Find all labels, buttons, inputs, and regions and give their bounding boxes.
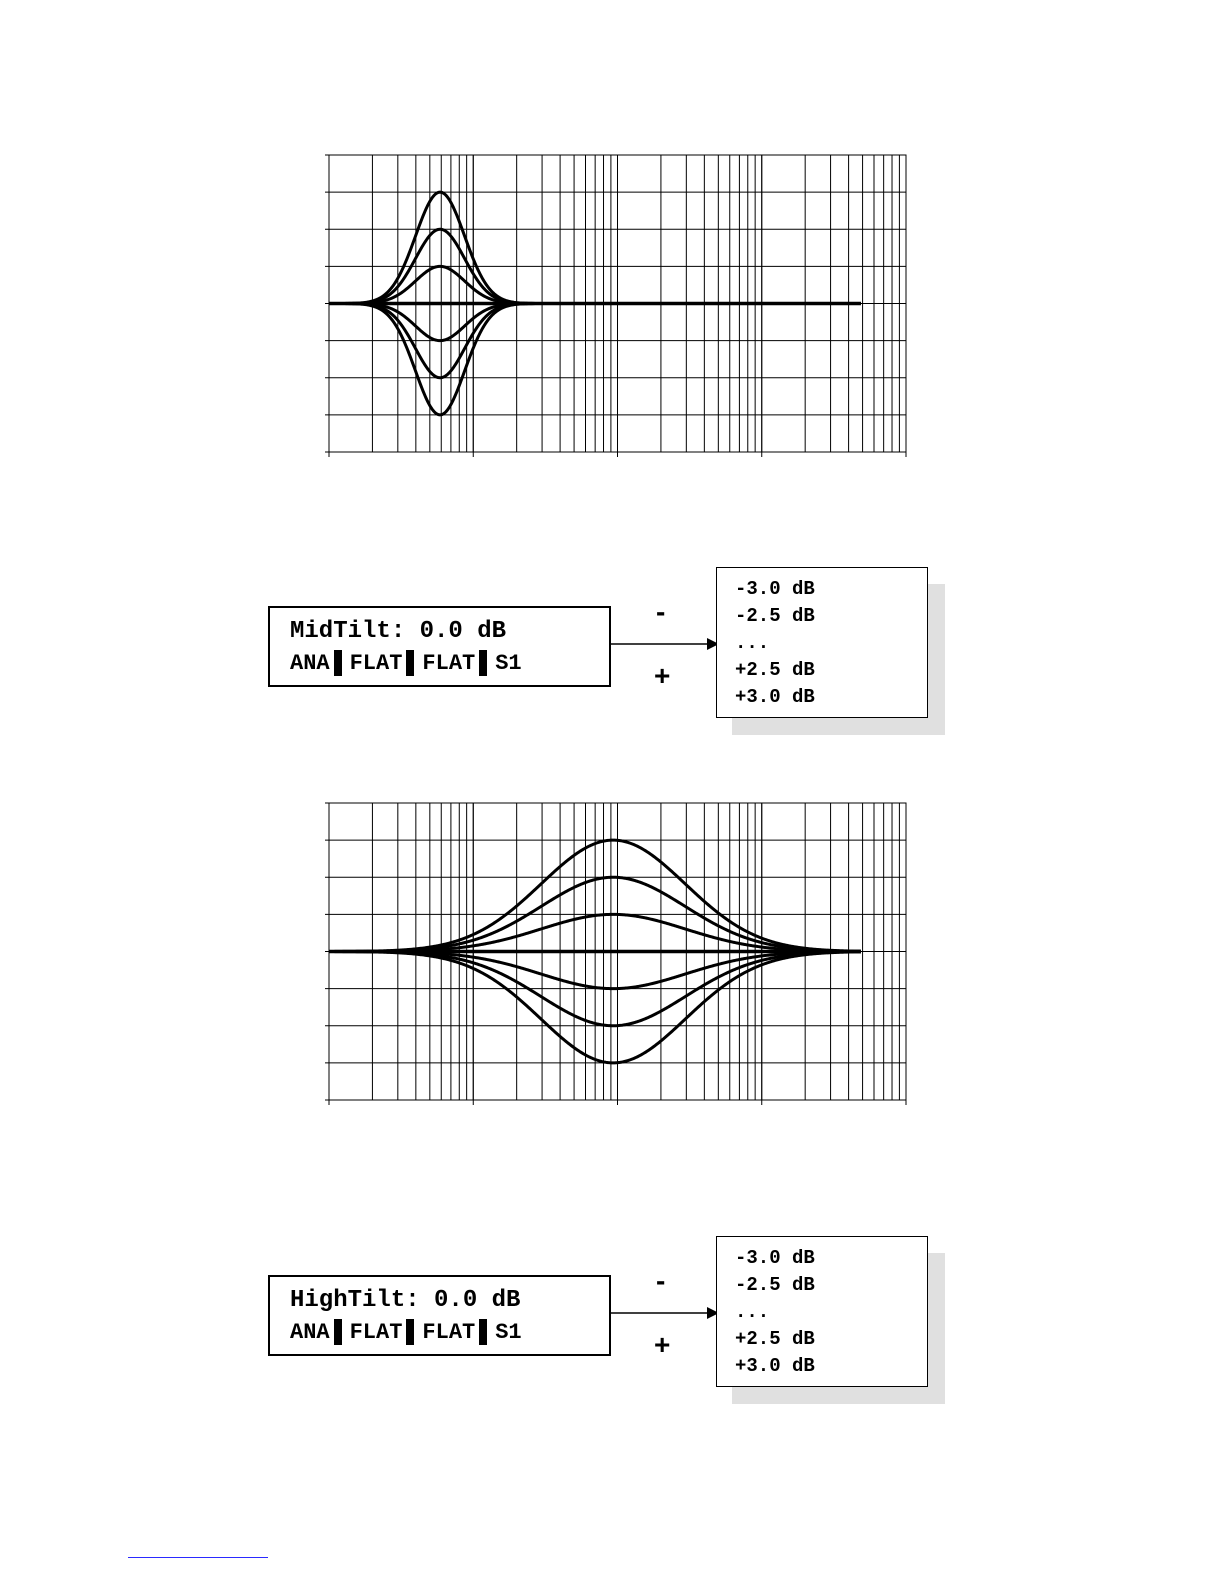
- value-options-popup-high: [716, 1236, 928, 1387]
- eq-chart-mid-plot: [0, 0, 1225, 470]
- status-input: ANA: [290, 1319, 330, 1345]
- status-eq1: FLAT: [349, 650, 403, 676]
- option-item[interactable]: -2.5 dB: [735, 605, 815, 627]
- option-item[interactable]: +2.5 dB: [735, 1328, 815, 1350]
- plus-label: +: [654, 1329, 671, 1360]
- status-eq2: FLAT: [422, 1319, 476, 1345]
- status-eq1: FLAT: [349, 1319, 403, 1345]
- lcd-parameter-line: MidTilt: 0.0 dB: [290, 618, 507, 645]
- plus-label: +: [654, 660, 671, 691]
- lcd-parameter-line: HighTilt: 0.0 dB: [290, 1287, 521, 1314]
- eq-chart-high: [0, 648, 1225, 1118]
- eq-chart-high-plot: [0, 648, 1225, 1118]
- option-item[interactable]: -3.0 dB: [735, 1247, 815, 1269]
- minus-label: -: [656, 596, 666, 627]
- lcd-status-line: [290, 1319, 522, 1345]
- option-item[interactable]: +3.0 dB: [735, 686, 815, 708]
- status-slot: S1: [495, 650, 522, 676]
- lcd-display-high: [268, 1275, 611, 1356]
- arrow-icon: [611, 1305, 721, 1321]
- status-eq2: FLAT: [422, 650, 476, 676]
- status-separator: [334, 1319, 342, 1345]
- option-item[interactable]: -2.5 dB: [735, 1274, 815, 1296]
- minus-label: -: [656, 1265, 666, 1296]
- status-slot: S1: [495, 1319, 522, 1345]
- option-item[interactable]: -3.0 dB: [735, 578, 815, 600]
- status-input: ANA: [290, 650, 330, 676]
- footer-link-line[interactable]: [128, 1557, 268, 1558]
- option-item: ...: [735, 1301, 770, 1323]
- status-separator: [479, 1319, 487, 1345]
- option-item[interactable]: +3.0 dB: [735, 1355, 815, 1377]
- status-separator: [406, 1319, 414, 1345]
- eq-chart-mid: [0, 0, 1225, 470]
- option-item[interactable]: +2.5 dB: [735, 659, 815, 681]
- option-item: ...: [735, 632, 770, 654]
